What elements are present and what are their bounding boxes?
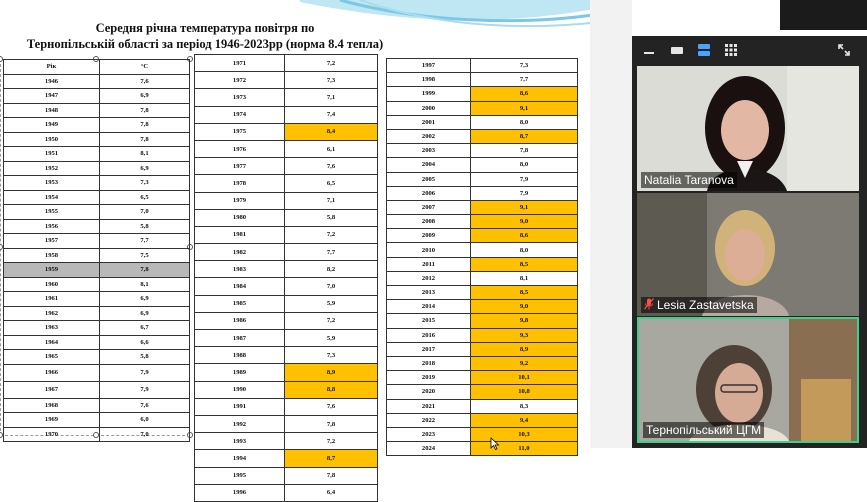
year-cell: 1952 <box>4 161 100 176</box>
year-cell: 1955 <box>4 205 100 220</box>
table-row <box>195 433 378 450</box>
year-cell: 1959 <box>4 263 100 278</box>
year-cell: 2006 <box>387 186 471 200</box>
temperature-cell: 6,9 <box>100 89 190 104</box>
table-row <box>4 335 190 350</box>
temperature-cell: 6,0 <box>100 413 190 428</box>
table-row <box>4 74 190 89</box>
year-cell: 2020 <box>387 385 471 399</box>
temperature-cell: 6,5 <box>100 190 190 205</box>
table-row <box>387 215 578 229</box>
participant-name: Natalia Taranova <box>641 172 737 188</box>
table-row <box>387 101 578 115</box>
year-cell: 1999 <box>387 87 471 101</box>
table-row <box>195 72 378 89</box>
year-cell: 1967 <box>4 381 100 398</box>
temperature-cell: 7,4 <box>285 106 378 123</box>
year-cell: 1950 <box>4 132 100 147</box>
year-cell: 1960 <box>4 277 100 292</box>
table-row <box>4 364 190 381</box>
year-cell: 1985 <box>195 295 285 312</box>
table-row <box>387 59 578 73</box>
temperature-cell: 10,1 <box>471 371 578 385</box>
year-cell: 1961 <box>4 292 100 307</box>
table-row <box>195 364 378 381</box>
table-row <box>195 278 378 295</box>
table-row <box>195 209 378 226</box>
table-row <box>195 106 378 123</box>
year-cell: 1969 <box>4 413 100 428</box>
temperature-cell: 9,3 <box>471 328 578 342</box>
temperature-cell: 7,9 <box>471 172 578 186</box>
window-gap <box>590 0 632 448</box>
table-row <box>195 158 378 175</box>
year-cell: 1949 <box>4 118 100 133</box>
year-cell: 1965 <box>4 350 100 365</box>
year-cell: 1990 <box>195 381 285 398</box>
year-cell: 1989 <box>195 364 285 381</box>
temperature-cell: 7,1 <box>285 89 378 106</box>
temperature-cell: 7,2 <box>285 55 378 72</box>
year-cell: 2014 <box>387 300 471 314</box>
table-row <box>387 186 578 200</box>
temperature-cell: 7,7 <box>285 244 378 261</box>
table-row <box>387 328 578 342</box>
year-cell: 1992 <box>195 415 285 432</box>
top-dark-strip <box>780 0 867 30</box>
temperature-cell: 7,1 <box>285 192 378 209</box>
table-row <box>387 144 578 158</box>
gallery-view-icon[interactable] <box>724 43 738 57</box>
table-row <box>4 205 190 220</box>
temperature-cell: 7,6 <box>100 398 190 413</box>
temperature-cell: 8,7 <box>471 129 578 143</box>
table-row <box>195 244 378 261</box>
temperature-cell: 6,7 <box>100 321 190 336</box>
temperature-cell: 5,8 <box>100 219 190 234</box>
temperature-cell: 9,0 <box>471 215 578 229</box>
table-row <box>387 300 578 314</box>
slide-title-line1: Середня річна температура повітря по <box>95 21 315 35</box>
year-cell: 1987 <box>195 330 285 347</box>
temperature-table-1971-1996 <box>194 54 378 502</box>
year-cell: 2012 <box>387 271 471 285</box>
year-cell: 1986 <box>195 312 285 329</box>
temperature-cell: 7,8 <box>100 103 190 118</box>
year-cell: 1948 <box>4 103 100 118</box>
year-cell: 1980 <box>195 209 285 226</box>
table-row <box>195 484 378 501</box>
table-row <box>195 415 378 432</box>
table-row <box>387 371 578 385</box>
year-cell: 2013 <box>387 286 471 300</box>
table-row <box>195 295 378 312</box>
temperature-cell: 8,0 <box>471 158 578 172</box>
year-cell: 1946 <box>4 74 100 89</box>
temperature-cell: 7,0 <box>285 278 378 295</box>
participant-name: Lesia Zastavetska <box>641 297 757 313</box>
temperature-cell: 6,6 <box>100 335 190 350</box>
slide-title-line2: Тернопільській області за період 1946-2023рр (норма 8.4 тепла) <box>26 37 384 51</box>
table-row <box>195 381 378 398</box>
table-row <box>387 399 578 413</box>
year-cell: 1981 <box>195 226 285 243</box>
table-row <box>195 192 378 209</box>
temperature-table-1997-2024 <box>386 58 578 456</box>
year-cell: 1982 <box>195 244 285 261</box>
temperature-cell: 8,1 <box>100 147 190 162</box>
temperature-cell: 5,8 <box>285 209 378 226</box>
year-cell: 2001 <box>387 115 471 129</box>
table-row <box>4 306 190 321</box>
year-cell: 1991 <box>195 398 285 415</box>
table-row <box>387 158 578 172</box>
table-row <box>387 427 578 441</box>
temperature-cell: 8,6 <box>471 229 578 243</box>
year-cell: 1972 <box>195 72 285 89</box>
video-toolbar <box>632 36 867 64</box>
temperature-cell: 7,8 <box>100 263 190 278</box>
table-row <box>387 314 578 328</box>
table-row <box>4 427 190 442</box>
year-cell: 1988 <box>195 347 285 364</box>
table-row <box>387 356 578 370</box>
temperature-cell: 7,6 <box>100 74 190 89</box>
table-row <box>387 385 578 399</box>
speaker-view-icon[interactable] <box>670 43 684 57</box>
year-cell: 1958 <box>4 248 100 263</box>
year-cell: 1971 <box>195 55 285 72</box>
year-cell: 1983 <box>195 261 285 278</box>
year-cell: 2024 <box>387 442 471 456</box>
temperature-cell: 10,8 <box>471 385 578 399</box>
year-cell: 1964 <box>4 335 100 350</box>
year-cell: 2021 <box>387 399 471 413</box>
year-cell: 1995 <box>195 467 285 484</box>
year-cell: 2008 <box>387 215 471 229</box>
temperature-cell: 8,5 <box>471 286 578 300</box>
temperature-cell: 7,7 <box>471 73 578 87</box>
table-row <box>4 398 190 413</box>
year-cell: 2017 <box>387 342 471 356</box>
temperature-cell: 8,9 <box>285 364 378 381</box>
table-row <box>195 89 378 106</box>
year-cell: 1970 <box>4 427 100 442</box>
temperature-cell: 7,3 <box>285 72 378 89</box>
temperature-cell: 7,0 <box>100 205 190 220</box>
year-cell: 2015 <box>387 314 471 328</box>
column-header-year: Рік <box>4 60 100 75</box>
year-cell: 1997 <box>387 59 471 73</box>
table-row <box>4 132 190 147</box>
table-row <box>387 243 578 257</box>
minimize-icon[interactable] <box>642 43 656 57</box>
year-cell: 1979 <box>195 192 285 209</box>
table-row <box>387 73 578 87</box>
table-row <box>387 413 578 427</box>
temperature-cell: 7,9 <box>100 364 190 381</box>
year-cell: 2011 <box>387 257 471 271</box>
table-header-row <box>4 60 190 75</box>
temperature-cell: 7,9 <box>471 186 578 200</box>
table-row <box>4 248 190 263</box>
temperature-cell: 6,9 <box>100 161 190 176</box>
participant-name: Тернопільський ЦГМ <box>643 422 764 438</box>
year-cell: 2004 <box>387 158 471 172</box>
year-cell: 1956 <box>4 219 100 234</box>
temperature-cell: 7,8 <box>100 118 190 133</box>
year-cell: 1996 <box>195 484 285 501</box>
temperature-cell: 9,1 <box>471 101 578 115</box>
year-cell: 1976 <box>195 140 285 157</box>
table-row <box>4 103 190 118</box>
slide-title <box>0 20 410 52</box>
table-row <box>4 118 190 133</box>
table-row <box>387 342 578 356</box>
temperature-cell: 7,8 <box>471 144 578 158</box>
table-row <box>4 147 190 162</box>
year-cell: 1975 <box>195 123 285 140</box>
temperature-cell: 8,9 <box>471 342 578 356</box>
temperature-cell: 7,2 <box>285 312 378 329</box>
temperature-cell: 7,8 <box>285 467 378 484</box>
temperature-cell: 5,9 <box>285 295 378 312</box>
participant-tile-active[interactable] <box>637 317 859 443</box>
year-cell: 2019 <box>387 371 471 385</box>
table-row <box>195 175 378 192</box>
table-row <box>4 413 190 428</box>
year-cell: 2005 <box>387 172 471 186</box>
table-row <box>195 398 378 415</box>
temperature-cell: 8,4 <box>285 123 378 140</box>
table-row <box>4 176 190 191</box>
table-row <box>387 172 578 186</box>
table-row <box>387 87 578 101</box>
table-row <box>387 257 578 271</box>
table-row <box>387 200 578 214</box>
temperature-cell: 9,2 <box>471 356 578 370</box>
year-cell: 1974 <box>195 106 285 123</box>
temperature-cell: 5,8 <box>100 350 190 365</box>
temperature-cell: 7,2 <box>285 433 378 450</box>
temperature-cell: 6,5 <box>285 175 378 192</box>
temperature-cell: 7,5 <box>100 248 190 263</box>
table-row <box>4 219 190 234</box>
temperature-cell: 7,6 <box>285 398 378 415</box>
temperature-cell: 5,9 <box>285 330 378 347</box>
temperature-cell: 8,0 <box>471 115 578 129</box>
year-cell: 2002 <box>387 129 471 143</box>
year-cell: 1977 <box>195 158 285 175</box>
year-cell: 2009 <box>387 229 471 243</box>
temperature-cell: 7,3 <box>471 59 578 73</box>
table-row <box>195 226 378 243</box>
table-row <box>4 321 190 336</box>
table-row <box>195 312 378 329</box>
table-row <box>4 161 190 176</box>
temperature-cell: 8,1 <box>471 271 578 285</box>
table-row <box>195 450 378 467</box>
table-row <box>4 263 190 278</box>
temperature-cell: 6,4 <box>285 484 378 501</box>
table-row <box>195 467 378 484</box>
table-row <box>387 442 578 456</box>
year-cell: 2010 <box>387 243 471 257</box>
temperature-cell: 7,0 <box>100 427 190 442</box>
year-cell: 1998 <box>387 73 471 87</box>
year-cell: 1957 <box>4 234 100 249</box>
temperature-cell: 7,3 <box>100 176 190 191</box>
year-cell: 2007 <box>387 200 471 214</box>
mic-muted-icon <box>644 298 654 310</box>
table-row <box>195 330 378 347</box>
collapse-icon[interactable] <box>837 43 851 57</box>
column-header-temperature: °С <box>100 60 190 75</box>
year-cell: 2016 <box>387 328 471 342</box>
year-cell: 1963 <box>4 321 100 336</box>
table-row <box>387 129 578 143</box>
temperature-cell: 6,9 <box>100 306 190 321</box>
table-row <box>195 55 378 72</box>
table-row <box>4 277 190 292</box>
temperature-cell: 6,1 <box>285 140 378 157</box>
temperature-cell: 9,8 <box>471 314 578 328</box>
temperature-cell: 8,3 <box>471 399 578 413</box>
table-row <box>387 115 578 129</box>
temperature-cell: 7,3 <box>285 347 378 364</box>
year-cell: 2023 <box>387 427 471 441</box>
temperature-cell: 7,9 <box>100 381 190 398</box>
temperature-cell: 9,1 <box>471 200 578 214</box>
temperature-cell: 7,8 <box>100 132 190 147</box>
active-speaker-icon[interactable] <box>697 43 711 57</box>
year-cell: 2018 <box>387 356 471 370</box>
year-cell: 2000 <box>387 101 471 115</box>
temperature-cell: 7,6 <box>285 158 378 175</box>
table-row <box>4 292 190 307</box>
temperature-cell: 7,8 <box>285 415 378 432</box>
temperature-cell: 8,0 <box>471 243 578 257</box>
temperature-cell: 8,1 <box>100 277 190 292</box>
temperature-cell: 8,2 <box>285 261 378 278</box>
table-row <box>4 381 190 398</box>
year-cell: 1966 <box>4 364 100 381</box>
table-row <box>4 234 190 249</box>
year-cell: 1951 <box>4 147 100 162</box>
participant-tile[interactable] <box>637 193 859 316</box>
table-row <box>195 140 378 157</box>
year-cell: 2003 <box>387 144 471 158</box>
year-cell: 1984 <box>195 278 285 295</box>
year-cell: 1968 <box>4 398 100 413</box>
temperature-cell: 8,5 <box>471 257 578 271</box>
year-cell: 1994 <box>195 450 285 467</box>
year-cell: 1978 <box>195 175 285 192</box>
temperature-cell: 7,7 <box>100 234 190 249</box>
video-panel <box>632 36 867 448</box>
table-row <box>387 286 578 300</box>
temperature-cell: 9,0 <box>471 300 578 314</box>
temperature-cell: 10,3 <box>471 427 578 441</box>
table-row <box>195 123 378 140</box>
temperature-cell: 8,8 <box>285 381 378 398</box>
temperature-cell: 11,0 <box>471 442 578 456</box>
year-cell: 1962 <box>4 306 100 321</box>
table-row <box>387 229 578 243</box>
year-cell: 1953 <box>4 176 100 191</box>
table-row <box>4 190 190 205</box>
temperature-cell: 9,4 <box>471 413 578 427</box>
table-row <box>195 347 378 364</box>
table-row <box>4 89 190 104</box>
year-cell: 1947 <box>4 89 100 104</box>
mouse-cursor-icon <box>490 438 500 450</box>
participant-tile[interactable] <box>637 66 859 191</box>
temperature-cell: 8,7 <box>285 450 378 467</box>
temperature-cell: 8,6 <box>471 87 578 101</box>
temperature-cell: 6,9 <box>100 292 190 307</box>
year-cell: 1954 <box>4 190 100 205</box>
year-cell: 2022 <box>387 413 471 427</box>
table-row <box>387 271 578 285</box>
temperature-cell: 7,2 <box>285 226 378 243</box>
year-cell: 1973 <box>195 89 285 106</box>
temperature-table-1946-1970 <box>3 59 190 442</box>
year-cell: 1993 <box>195 433 285 450</box>
table-row <box>4 350 190 365</box>
table-row <box>195 261 378 278</box>
